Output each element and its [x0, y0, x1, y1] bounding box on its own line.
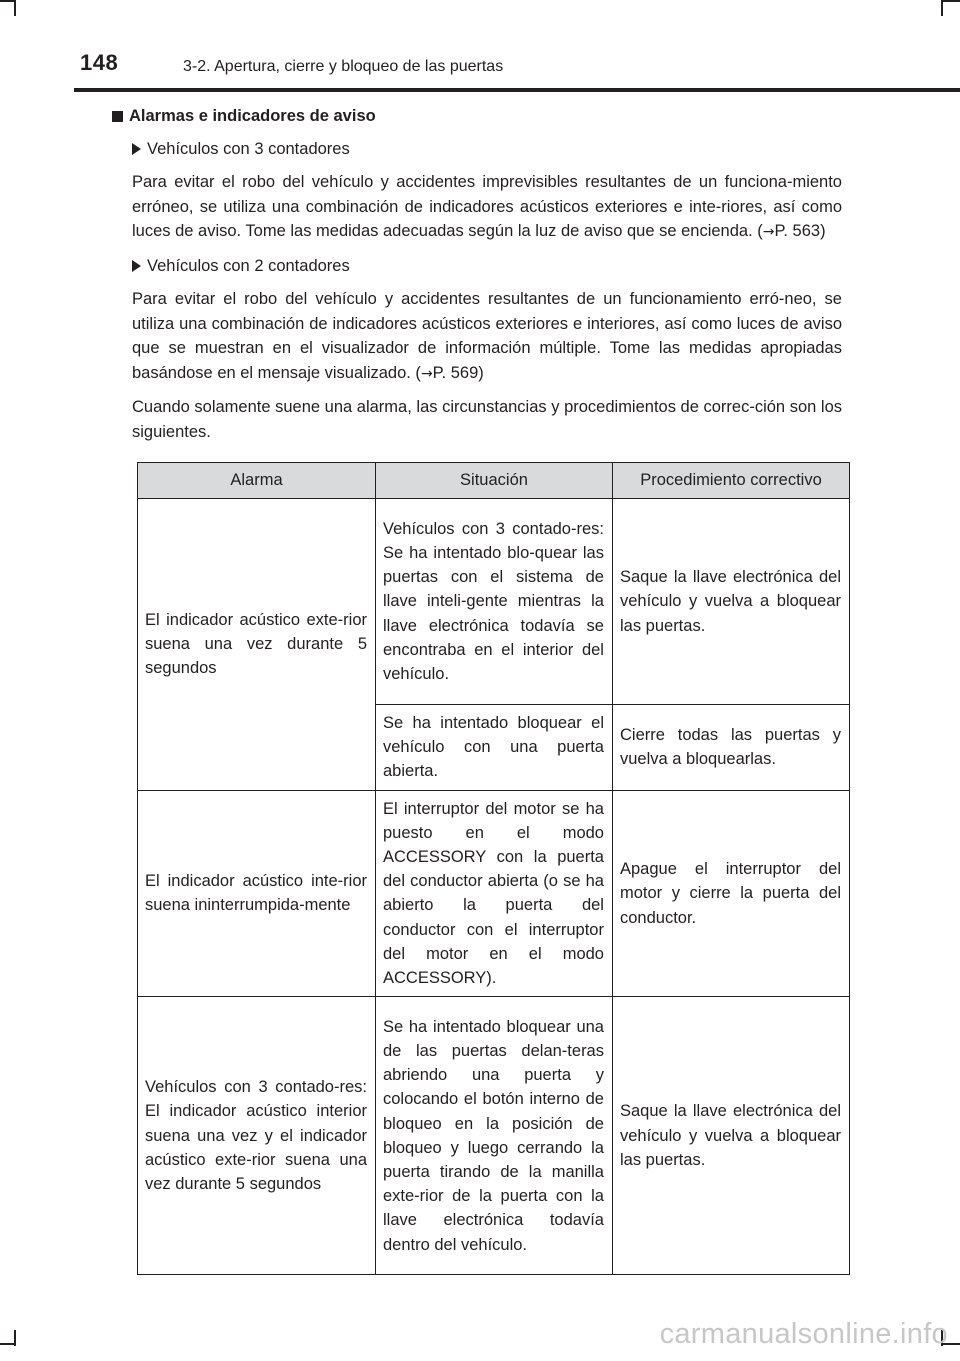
cell-procedure: Saque la llave electrónica del vehículo y vuelva a bloquear las puertas.	[612, 997, 849, 1275]
crop-mark	[941, 0, 960, 2]
page-reference[interactable]: P. 569)	[432, 363, 484, 382]
paragraph-2-meters: Para evitar el robo del vehículo y accidentes resultantes de un funcionamiento erró-neo, se utiliza una combinación de indicadores acústicos exteriores e interiores, así como luces de aviso que se muestran en el visualizador de información múltiple. Tome las medidas apropiadas basándose en el mensaje visualizado. (→P. 569)	[132, 290, 842, 382]
paragraph-intro-table: Cuando solamente suene una alarma, las circunstancias y procedimientos de correc-ción son los siguientes.	[132, 398, 842, 441]
page-number: 148	[80, 50, 119, 75]
cell-alarm: Vehículos con 3 contado-res: El indicador acústico interior suena una vez y el indicador acústico exte-rior suena una vez durante 5 segundos	[138, 997, 376, 1275]
header-situation: Situación	[376, 463, 613, 499]
paragraph-3-meters: Para evitar el robo del vehículo y accidentes imprevisibles resultantes de un funciona-miento erróneo, se utiliza una combinación de indicadores acústicos exteriores e inte-riores, así como luces de aviso. Tome las medidas adecuadas según la luz de aviso que se encienda. (→P. 563)	[132, 173, 842, 240]
cell-alarm: El indicador acústico inte-rior suena ininterrumpida-mente	[138, 790, 376, 997]
table-header-row	[138, 463, 850, 499]
cell-situation: El interruptor del motor se ha puesto en el modo ACCESSORY con la puerta del conductor abierta (o se ha abierto la puerta del conductor con el interruptor del motor en el modo ACCESSORY).	[376, 790, 613, 997]
table-row	[138, 790, 850, 997]
header-alarm: Alarma	[138, 463, 376, 499]
table-row	[138, 997, 850, 1275]
content-body	[129, 104, 842, 453]
crop-mark	[14, 0, 16, 16]
header-procedure: Procedimiento correctivo	[612, 463, 849, 499]
alarm-table	[137, 462, 850, 1275]
cell-situation: Vehículos con 3 contado-res: Se ha intentado blo-quear las puertas con el sistema de llave inteli-gente mientras la llave electrónica todavía se encontraba en el interior del vehículo.	[376, 499, 613, 705]
cell-situation: Se ha intentado bloquear una de las puertas delan-teras abriendo una puerta y colocando el botón interno de bloqueo en la posición de bloqueo y luego cerrando la puerta tirando de la manilla exte-rior de la puerta con la llave electrónica todavía dentro del vehículo.	[376, 997, 613, 1275]
header-rule	[74, 88, 960, 92]
arrow-icon: →	[420, 365, 433, 382]
page-reference[interactable]: P. 563)	[774, 222, 826, 240]
cell-situation: Se ha intentado bloquear el vehículo con una puerta abierta.	[376, 705, 613, 791]
subheading-text: Vehículos con 2 contadores	[147, 256, 350, 275]
cell-procedure: Cierre todas las puertas y vuelva a bloquearlas.	[612, 705, 849, 791]
heading-text: Alarmas e indicadores de aviso	[129, 107, 376, 125]
section-heading	[112, 104, 842, 129]
crop-mark	[14, 1330, 16, 1346]
subheading-text: Vehículos con 3 contadores	[147, 139, 350, 158]
watermark-logo: carmanualsonline.info	[659, 1318, 948, 1350]
subheading-2-meters	[132, 254, 842, 279]
table-row	[138, 499, 850, 705]
crop-mark	[941, 0, 943, 16]
arrow-icon: →	[762, 224, 775, 240]
section-title: 3-2. Apertura, cierre y bloqueo de las puertas	[183, 58, 504, 75]
cell-procedure: Apague el interruptor del motor y cierre la puerta del conductor.	[612, 790, 849, 997]
cell-alarm: El indicador acústico exte-rior suena una vez durante 5 segundos	[138, 499, 376, 791]
triangle-bullet-icon	[132, 260, 141, 272]
square-bullet-icon	[112, 111, 123, 122]
subheading-3-meters	[132, 137, 842, 162]
cell-procedure: Saque la llave electrónica del vehículo y vuelva a bloquear las puertas.	[612, 499, 849, 705]
triangle-bullet-icon	[132, 143, 141, 155]
